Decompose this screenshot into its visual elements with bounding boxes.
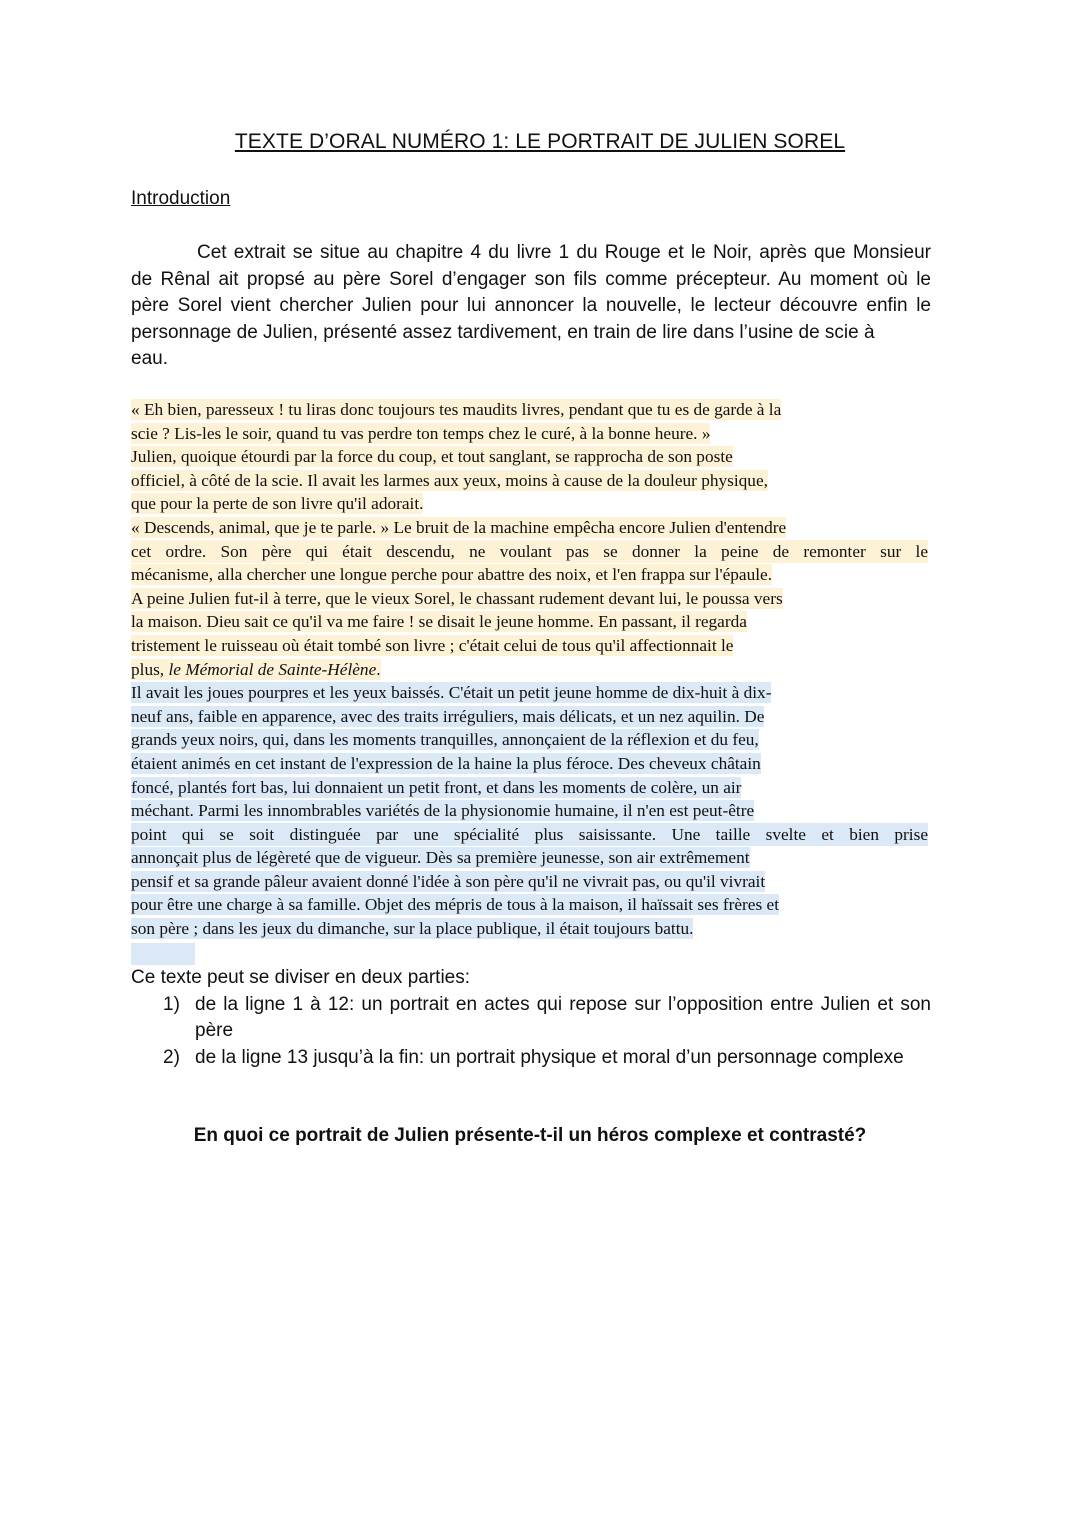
intro-line: personnage de Julien, présenté assez tardivement, en train de lire dans l’usine de scie à <box>131 321 875 343</box>
excerpt-line-tail: . <box>376 659 381 679</box>
highlight-empty-line <box>131 943 195 965</box>
excerpt-line: « Descends, animal, que je te parle. » Le bruit de la machine empêcha encore Julien d'entendre <box>131 517 787 537</box>
excerpt-line: scie ? Lis-les le soir, quand tu vas perdre ton temps chez le curé, à la bonne heure. » <box>131 423 711 443</box>
excerpt-line: neuf ans, faible en apparence, avec des traits irréguliers, mais délicats, et un nez aquilin. De <box>131 706 765 726</box>
excerpt-line: grands yeux noirs, qui, dans les moments tranquilles, annonçaient de la réflexion et du feu, <box>131 730 759 750</box>
intro-line: de Rênal ait propsé au père Sorel d’engager son fils comme précepteur. Au moment où le <box>131 268 931 290</box>
list-item-text: de la ligne 1 à 12: un portrait en actes qui repose sur l’opposition entre Julien et son père <box>195 993 931 1041</box>
excerpt-line: méchant. Parmi les innombrables variétés de la physionomie humaine, il n'en est peut-être <box>131 801 755 821</box>
list-item-text: de la ligne 13 jusqu’à la fin: un portrait physique et moral d’un personnage complexe <box>195 1046 904 1068</box>
excerpt-line: que pour la perte de son livre qu'il adorait. <box>131 494 424 514</box>
novel-excerpt <box>131 398 931 964</box>
excerpt-line: tristement le ruisseau où était tombé son livre ; c'était celui de tous qu'il affectionnait le <box>131 635 734 655</box>
excerpt-line: foncé, plantés fort bas, lui donnaient un petit front, et dans les moments de colère, un air <box>131 777 742 797</box>
section-heading-introduction: Introduction <box>131 188 231 209</box>
intro-line: eau. <box>131 348 168 369</box>
parts-intro: Ce texte peut se diviser en deux parties: <box>131 967 471 988</box>
excerpt-line: « Eh bien, paresseux ! tu liras donc toujours tes maudits livres, pendant que tu es de garde à la <box>131 400 782 419</box>
excerpt-line: Il avait les joues pourpres et les yeux baissés. C'était un petit jeune homme de dix-huit à dix- <box>131 683 772 703</box>
document-title: TEXTE D’ORAL NUMÉRO 1: LE PORTRAIT DE JULIEN SOREL <box>234 130 846 153</box>
list-item-number: 1) <box>163 993 180 1015</box>
book-title: le Mémorial de Sainte-Hélène <box>168 659 377 679</box>
excerpt-line: pour être une charge à sa famille. Objet des mépris de tous à la maison, il haïssait ses frères et <box>131 895 779 915</box>
excerpt-line: plus, <box>131 659 169 679</box>
list-item-number: 2) <box>163 1046 180 1068</box>
excerpt-line: Julien, quoique étourdi par la force du coup, et tout sanglant, se rapprocha de son poste <box>131 447 733 467</box>
excerpt-line: A peine Julien fut-il à terre, que le vieux Sorel, le chassant rudement devant lui, le poussa vers <box>131 588 783 608</box>
introduction-paragraph <box>131 240 931 373</box>
excerpt-line: mécanisme, alla chercher une longue perche pour abattre des noix, et l'en frappa sur l'épaule. <box>131 565 773 585</box>
excerpt-line: la maison. Dieu sait ce qu'il va me faire ! se disait le jeune homme. En passant, il regarda <box>131 612 747 632</box>
excerpt-line: étaient animés en cet instant de l'expression de la haine la plus féroce. Des cheveux châtain <box>131 753 761 773</box>
list-item <box>131 1045 931 1072</box>
excerpt-line: cet ordre. Son père qui était descendu, ne voulant pas se donner la peine de remonter sur le <box>131 540 928 564</box>
excerpt-line: point qui se soit distinguée par une spécialité plus saisissante. Une taille svelte et bien prise <box>131 823 928 847</box>
excerpt-line: son père ; dans les jeux du dimanche, sur la place publique, il était toujours battu. <box>131 919 694 939</box>
excerpt-line: officiel, à côté de la scie. Il avait les larmes aux yeux, moins à cause de la douleur physique, <box>131 470 768 490</box>
text-divisions <box>131 965 931 1071</box>
intro-line: père Sorel vient chercher Julien pour lui annoncer la nouvelle, le lecteur découvre enfin le <box>131 295 931 316</box>
excerpt-line: pensif et sa grande pâleur avaient donné l'idée à son père qu'il ne vivrait pas, ou qu'il vivrait <box>131 871 766 891</box>
excerpt-line: annonçait plus de légèreté que de vigueur. Dès sa première jeunesse, son air extrêmement <box>131 848 750 868</box>
intro-line: Cet extrait se situe au chapitre 4 du livre 1 du Rouge et le Noir, après que Monsieur <box>197 242 931 263</box>
parts-list <box>131 992 931 1072</box>
list-item <box>131 992 931 1045</box>
problematique: En quoi ce portrait de Julien présente-t-il un héros complexe et contrasté? <box>193 1125 867 1146</box>
